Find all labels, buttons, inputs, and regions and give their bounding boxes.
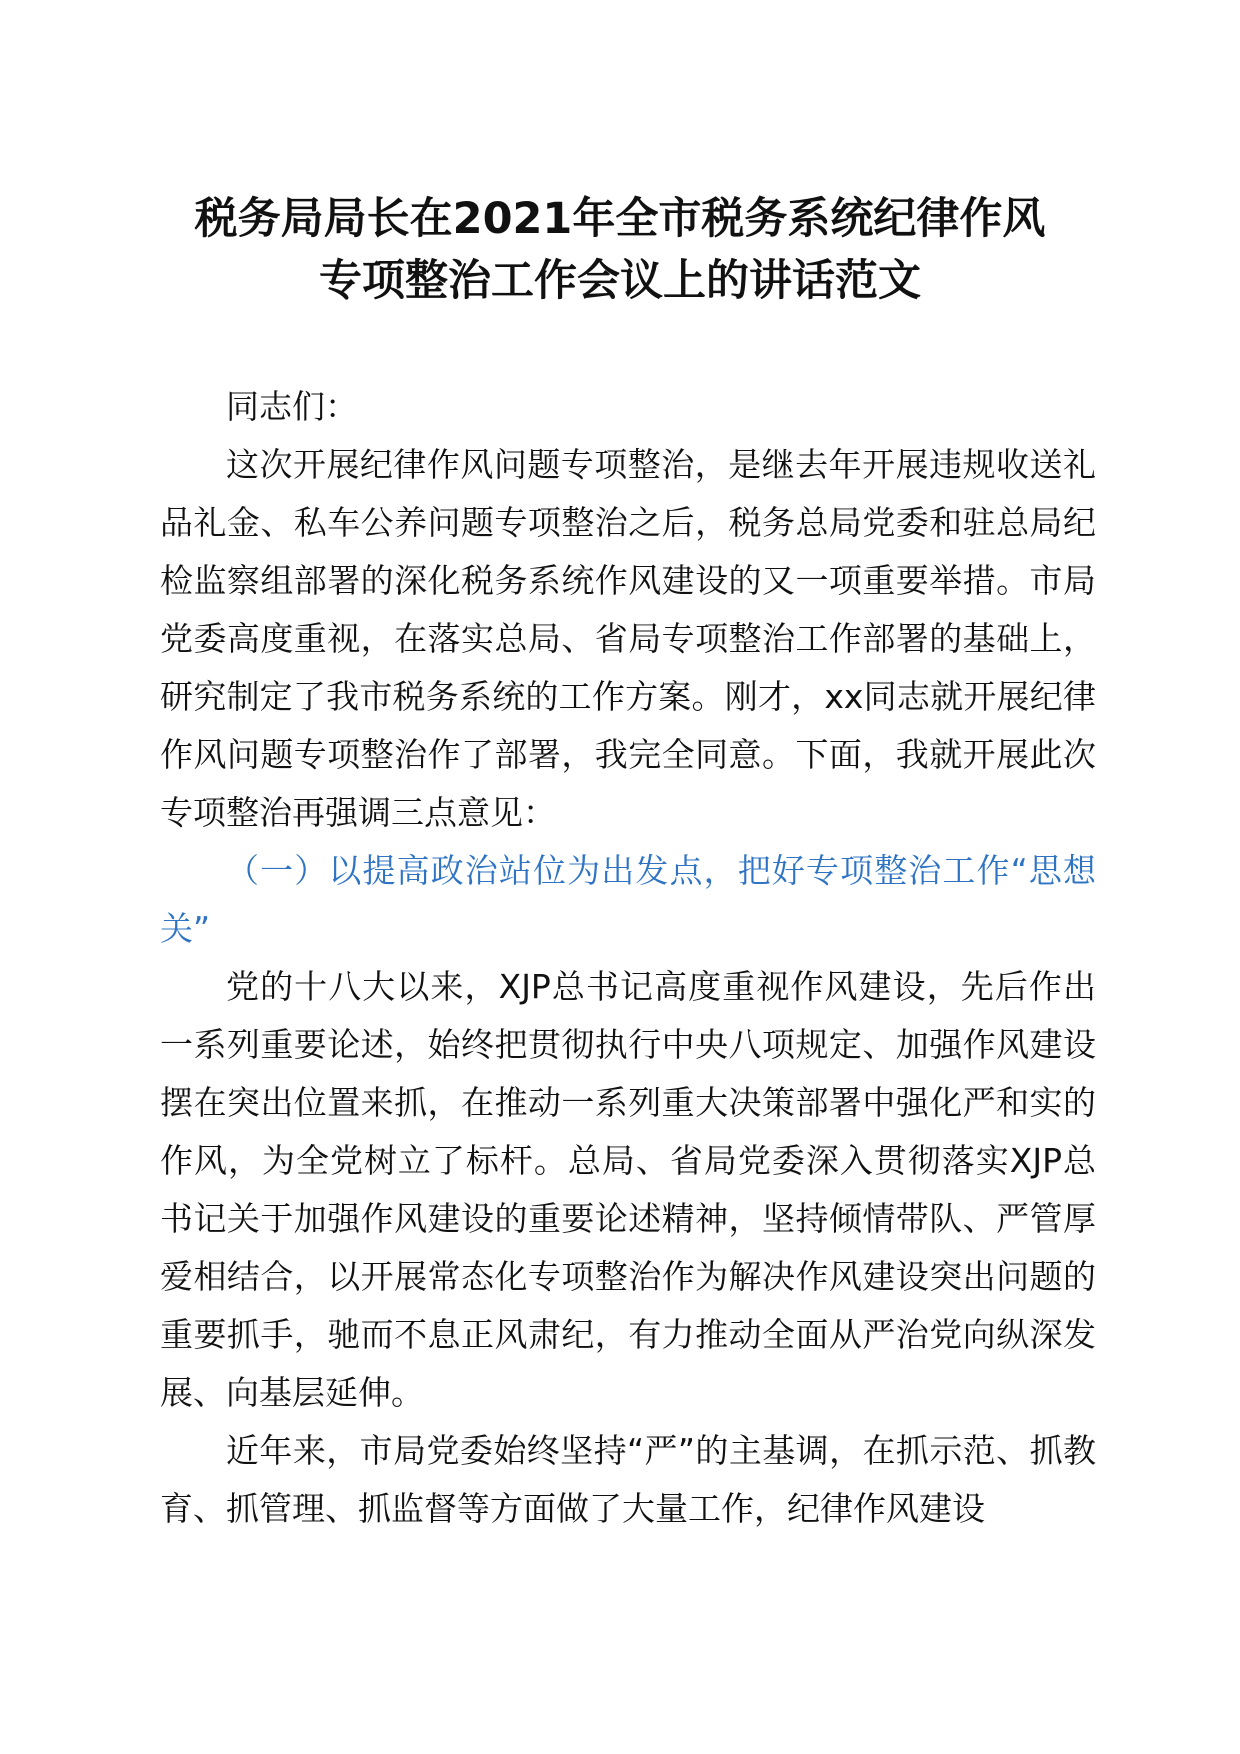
title-line-1: 税务局局长在2021年全市税务系统纪律作风 [194, 194, 1046, 244]
paragraph-section1-body: 党的十八大以来，XJP总书记高度重视作风建设，先后作出一系列重要论述，始终把贯彻执行中央八项规定、加强作风建设摆在突出位置来抓，在推动一系列重大决策部署中强化严和实的作风，为全党树立了标杆。总局、省局党委深入贯彻落实XJP总书记关于加强作风建设的重要论述精神，坚持倾情带队、严管厚爱相结合，以开展常态化专项整治作为解决作风建设突出问题的重要抓手，驰而不息正风肃纪，有力推动全面从严治党向纵深发展、向基层延伸。 [160, 967, 1096, 1412]
paragraph-intro: 这次开展纪律作风问题专项整治，是继去年开展违规收送礼品礼金、私车公养问题专项整治之后，税务总局党委和驻总局纪检监察组部署的深化税务系统作风建设的又一项重要举措。市局党委高度重视，在落实总局、省局专项整治工作部署的基础上，研究制定了我市税务系统的工作方案。刚才，xx同志就开展纪律作风问题专项整治作了部署，我完全同意。下面，我就开展此次专项整治再强调三点意见： [160, 445, 1096, 832]
paragraph-recent-years: 近年来，市局党委始终坚持“严”的主基调，在抓示范、抓教育、抓管理、抓监督等方面做了大量工作，纪律作风建设 [160, 1431, 1096, 1528]
document-body [160, 378, 1096, 1538]
salutation: 同志们： [226, 387, 358, 426]
document-title [120, 188, 1120, 312]
title-line-2: 专项整治工作会议上的讲话范文 [319, 256, 921, 306]
section-heading-1: （一）以提高政治站位为出发点，把好专项整治工作“思想关” [160, 851, 1096, 948]
